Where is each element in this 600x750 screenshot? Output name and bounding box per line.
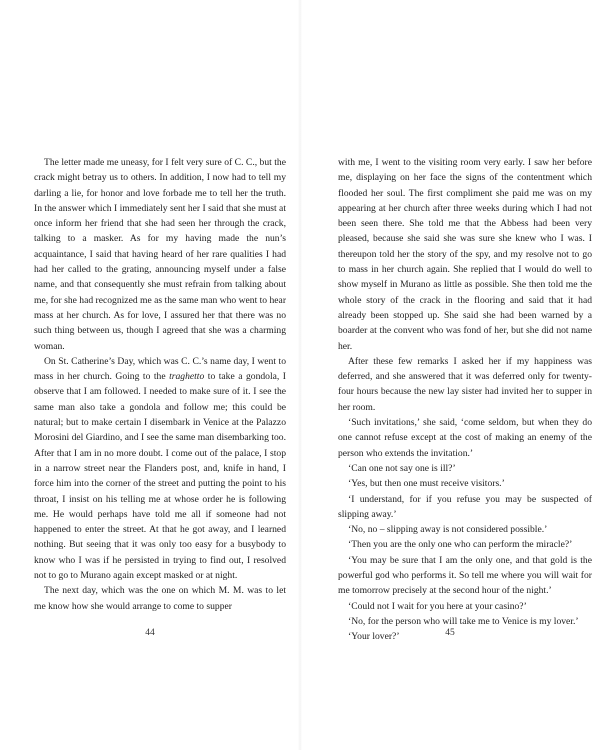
paragraph: The letter made me uneasy, for I felt very sure of C. C., but the crack might betray us to others. In addition, I now had to tell my darling a lie, for honor and love forbade me to tell her the truth. In the answer which I immediately sent her I said that she must at once inform her friend that she had seen her through the crack, talking to a masker. As for my having made the nun’s acquaintance, I said that having heard of her rare qualities I had had her called to the grating, announcing myself under a false name, and that consequently she must refrain from talking about me, for she had recognized me as the same man who went to hear mass at her church. As for love, I assured her that there was no such thing between us, though I agreed that she was a charming woman.	[34, 157, 287, 352]
paragraph-text: On St. Catherine’s Day, which was C. C.’s name day, I went to mass in her church. Going to the	[34, 355, 286, 383]
paragraph: ‘Could not I wait for you here at your casino?’	[348, 600, 527, 612]
paragraph: ‘Then you are the only one who can perform the miracle?’	[348, 539, 573, 551]
paragraph: ‘I understand, for if you refuse you may be suspected of slipping away.’	[338, 493, 592, 520]
paragraph: with me, I went to the visiting room very early. I saw her before me, displaying on her face the signs of the contentment which flooded her soul. The first compliment she paid me was on my appearing at her church after three weeks during which I had not been seen there. She told me that the Abbess had been very pleased, because she said she was sure she knew who I was. I thereupon told her the story of the spy, and my resolve not to go to mass in her church again. She replied that I would do well to show myself in Murano as little as possible. She then told me the whole story of the crack in the flooring and said that it had already been stopped up. She said she had been warned by a boarder at the convent who was fond of her, but she did not name her.	[338, 157, 592, 352]
right-page	[300, 0, 600, 750]
page-number: 44	[145, 628, 155, 638]
paragraph: ‘No, no – slipping away is not considered possible.’	[348, 524, 548, 536]
paragraph: ‘Your lover?’	[348, 631, 400, 643]
paragraph: ‘Yes, but then one must receive visitors.’	[348, 478, 505, 490]
paragraph: After these few remarks I asked her if my happiness was deferred, and she answered that it was deferred only for twenty-four hours because the new lay sister had invited her to supper in her room.	[338, 355, 592, 413]
paragraph	[34, 354, 286, 583]
paragraph-text: to take a gondola, I observe that I am followed. I needed to make sure of it. I see the same man also take a gondola and follow me; this could be natural; but to make certain I disembark in Venice at the Palazzo Morosini del Giardino, and I see the same man disembarking too. After that I am in no more doubt. I come out of the palace, I stop in a narrow street near the Flanders post, and, knife in hand, I force him into the corner of the street and putting the point to his throat, I insist on his telling me at whose order he is following me. He would perhaps have told me all if someone had not happened to enter the street. At that he got away, and I learned nothing. But seeing that it was only too easy for a busybody to know who I was if he persisted in trying to find out, I resolved not to go to Murano again except masked or at night.	[34, 371, 286, 582]
paragraph: ‘Such invitations,’ she said, ‘come seldom, but when they do one cannot refuse except at the cost of making an enemy of the person who extends the invitation.’	[338, 417, 592, 459]
paragraph: ‘You may be sure that I am the only one, and that gold is the powerful god who performs it. So tell me where you will wait for me tomorrow precisely at the second hour of the night.’	[338, 554, 592, 597]
page-number: 45	[445, 628, 455, 638]
paragraph: The next day, which was the one on which M. M. was to let me know how she would arrange to come to supper	[34, 585, 286, 612]
paragraph: ‘No, for the person who will take me to Venice is my lover.’	[348, 615, 579, 627]
right-page-text	[338, 155, 592, 645]
paragraph: ‘Can one not say one is ill?’	[348, 462, 456, 474]
italic-word: traghetto	[169, 371, 205, 383]
left-page-text	[34, 155, 286, 614]
